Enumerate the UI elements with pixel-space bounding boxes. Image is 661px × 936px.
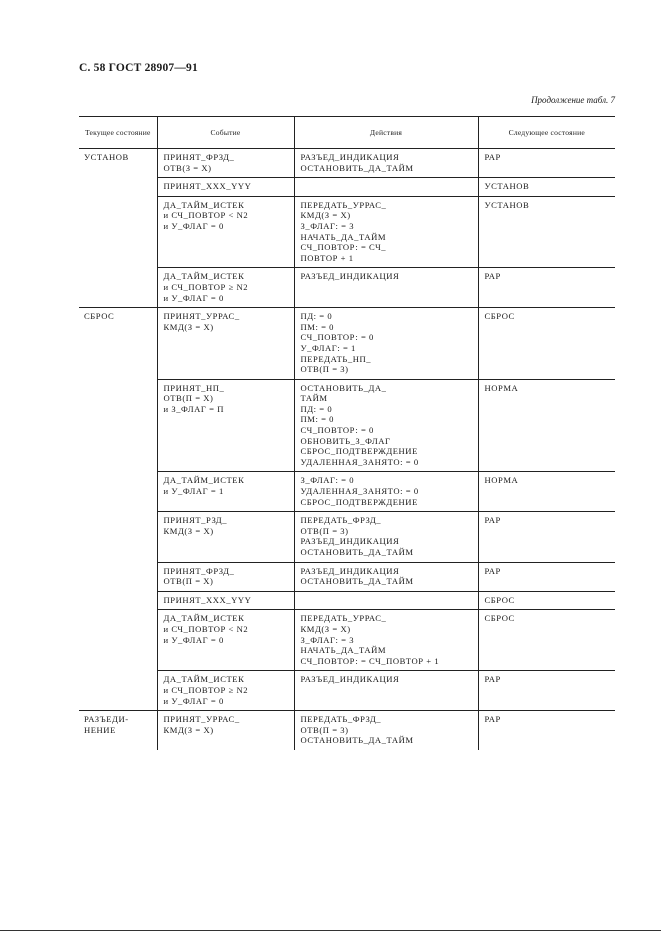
column-header-current-state: Текущее состояние: [79, 117, 157, 149]
table-row: [79, 379, 615, 472]
action-line: СЧ_ПОВТОР: = СЧ_ПОВТОР + 1: [300, 655, 440, 666]
event-cell: [157, 196, 294, 268]
action-line: ПМ: = 0: [300, 414, 335, 425]
event-line: и СЧ_ПОВТОР ≥ N2: [163, 684, 249, 695]
event-cell: [157, 472, 294, 512]
column-header-event: Событие: [157, 117, 294, 149]
action-line: РАЗЪЕД_ИНДИКАЦИЯ: [300, 565, 400, 576]
actions-cell: [294, 379, 478, 472]
action-line: ОТВ(П = 3): [300, 364, 349, 375]
state-transition-table: [79, 116, 615, 750]
current-state-cell: [79, 711, 157, 750]
event-cell: [157, 178, 294, 197]
action-line: РАЗЪЕД_ИНДИКАЦИЯ: [300, 271, 400, 282]
action-line: ОБНОВИТЬ_З_ФЛАГ: [300, 435, 391, 446]
event-line: ПРИНЯТ_ФРЗД_: [163, 152, 235, 162]
action-line: ПЕРЕДАТЬ_ФРЗД_: [300, 515, 382, 526]
event-cell: [157, 149, 294, 178]
actions-cell: [294, 149, 478, 178]
table-row: [79, 178, 615, 197]
event-line: и У_ФЛАГ = 1: [163, 486, 224, 497]
table-row: [79, 196, 615, 268]
event-cell: [157, 379, 294, 472]
action-line: З_ФЛАГ: = 0: [300, 475, 355, 486]
action-line: З_ФЛАГ: = 3: [300, 220, 355, 231]
current-state-text: НЕНИЕ: [84, 724, 116, 735]
next-state-cell: НОРМА: [478, 379, 615, 472]
event-cell: [157, 308, 294, 380]
next-state-cell: РАР: [478, 562, 615, 591]
action-line: ПЕРЕДАТЬ_УРРАС_: [300, 199, 387, 210]
next-state-cell: СБРОС: [478, 308, 615, 380]
actions-cell: [294, 610, 478, 671]
table-row: [79, 308, 615, 380]
actions-cell: [294, 472, 478, 512]
action-line: ОСТАНОВИТЬ_ДА_: [300, 382, 387, 393]
action-line: НАЧАТЬ_ДА_ТАЙМ: [300, 645, 387, 656]
actions-cell: [294, 512, 478, 562]
next-state-cell: РАР: [478, 512, 615, 562]
action-line: СЧ_ПОВТОР: = 0: [300, 332, 374, 343]
event-line: КМД(З = X): [163, 724, 214, 735]
actions-cell: [294, 308, 478, 380]
actions-cell: [294, 671, 478, 711]
actions-cell: [294, 562, 478, 591]
table-header: [79, 117, 615, 149]
event-cell: [157, 671, 294, 711]
action-line: ТАЙМ: [300, 393, 328, 404]
action-line: ОСТАНОВИТЬ_ДА_ТАЙМ: [300, 735, 414, 746]
column-header-actions: Действия: [294, 117, 478, 149]
actions-cell: [294, 711, 478, 750]
event-cell: [157, 610, 294, 671]
event-line: ПРИНЯТ_РЗД_: [163, 515, 228, 526]
action-line: ОТВ(П = 3): [300, 525, 349, 536]
event-line: ДА_ТАЙМ_ИСТЕК: [163, 475, 245, 486]
event-cell: [157, 268, 294, 308]
header-row: [79, 117, 615, 149]
action-line: ПЕРЕДАТЬ_НП_: [300, 353, 372, 364]
event-line: и У_ФЛАГ = 0: [163, 292, 224, 303]
next-state-cell: РАР: [478, 671, 615, 711]
event-line: КМД(З = X): [163, 525, 214, 536]
event-line: и У_ФЛАГ = 0: [163, 634, 224, 645]
next-state-cell: УСТАНОВ: [478, 196, 615, 268]
table-row: [79, 472, 615, 512]
page-bottom-rule: [0, 930, 661, 931]
page-header: С. 58 ГОСТ 28907—91: [79, 62, 198, 74]
next-state-cell: СБРОС: [478, 591, 615, 610]
table-row: [79, 268, 615, 308]
table-row: [79, 610, 615, 671]
table-row: [79, 562, 615, 591]
current-state-cell: [79, 308, 157, 711]
action-line: РАЗЪЕД_ИНДИКАЦИЯ: [300, 674, 400, 685]
action-line: СЧ_ПОВТОР: = СЧ_: [300, 242, 387, 253]
event-line: и У_ФЛАГ = 0: [163, 695, 224, 706]
table-row: [79, 671, 615, 711]
column-header-next-state: Следующее состояние: [478, 117, 615, 149]
event-line: ПРИНЯТ_ФРЗД_: [163, 565, 235, 576]
table-body: [79, 149, 615, 750]
current-state-text: УСТАНОВ: [84, 152, 129, 162]
action-line: З_ФЛАГ: = 3: [300, 634, 355, 645]
action-line: РАЗЪЕД_ИНДИКАЦИЯ: [300, 152, 400, 162]
action-line: ПОВТОР + 1: [300, 252, 354, 263]
table-continuation-label: Продолжение табл. 7: [531, 95, 615, 105]
event-cell: [157, 711, 294, 750]
action-line: НАЧАТЬ_ДА_ТАЙМ: [300, 231, 387, 242]
action-line: ОСТАНОВИТЬ_ДА_ТАЙМ: [300, 547, 414, 557]
table-row: [79, 711, 615, 750]
action-line: ПЕРЕДАТЬ_УРРАС_: [300, 613, 387, 624]
event-line: и З_ФЛАГ = П: [163, 403, 224, 414]
event-line: ДА_ТАЙМ_ИСТЕК: [163, 271, 245, 282]
event-line: и СЧ_ПОВТОР < N2: [163, 623, 249, 634]
event-line: ДА_ТАЙМ_ИСТЕК: [163, 613, 245, 624]
action-line: ПД: = 0: [300, 311, 333, 322]
event-line: и СЧ_ПОВТОР < N2: [163, 210, 249, 221]
action-line: УДАЛЕННАЯ_ЗАНЯТО: = 0: [300, 486, 419, 497]
actions-cell: [294, 268, 478, 308]
action-line: РАЗЪЕД_ИНДИКАЦИЯ: [300, 536, 400, 547]
event-line: и У_ФЛАГ = 0: [163, 220, 224, 231]
current-state-cell: [79, 149, 157, 308]
event-line: ПРИНЯТ_УРРАС_: [163, 311, 240, 322]
actions-cell: [294, 591, 478, 610]
actions-cell: [294, 196, 478, 268]
event-line: ДА_ТАЙМ_ИСТЕК: [163, 199, 245, 210]
action-line: ПЕРЕДАТЬ_ФРЗД_: [300, 714, 382, 725]
event-line: ПРИНЯТ_XXX_YYY: [163, 181, 252, 192]
action-line: ОСТАНОВИТЬ_ДА_ТАЙМ: [300, 576, 414, 587]
event-line: ПРИНЯТ_XXX_YYY: [163, 594, 252, 605]
action-line: ОТВ(П = 3): [300, 724, 349, 735]
event-line: ОТВ(П = X): [163, 393, 214, 404]
current-state-text: СБРОС: [84, 311, 115, 322]
action-line: КМД(З = X): [300, 210, 351, 221]
next-state-cell: РАР: [478, 268, 615, 308]
action-line: СЧ_ПОВТОР: = 0: [300, 425, 374, 436]
next-state-cell: РАР: [478, 711, 615, 750]
next-state-cell: РАР: [478, 149, 615, 178]
event-line: ОТВ(П = X): [163, 576, 214, 587]
next-state-cell: СБРОС: [478, 610, 615, 671]
next-state-cell: УСТАНОВ: [478, 178, 615, 197]
action-line: ОСТАНОВИТЬ_ДА_ТАЙМ: [300, 162, 414, 173]
action-line: СБРОС_ПОДТВЕРЖДЕНИЕ: [300, 446, 418, 457]
event-line: ПРИНЯТ_НП_: [163, 382, 225, 393]
actions-cell: [294, 178, 478, 197]
next-state-cell: НОРМА: [478, 472, 615, 512]
event-cell: [157, 591, 294, 610]
table-row: [79, 512, 615, 562]
table-row: [79, 591, 615, 610]
event-line: ОТВ(З = X): [163, 162, 212, 173]
event-cell: [157, 562, 294, 591]
action-line: УДАЛЕННАЯ_ЗАНЯТО: = 0: [300, 456, 419, 467]
action-line: КМД(З = X): [300, 623, 351, 634]
event-line: и СЧ_ПОВТОР ≥ N2: [163, 281, 249, 292]
action-line: У_ФЛАГ: = 1: [300, 342, 356, 353]
action-line: ПМ: = 0: [300, 321, 335, 332]
action-line: ПД: = 0: [300, 403, 333, 414]
table-row: [79, 149, 615, 178]
event-line: КМД(З = X): [163, 321, 214, 332]
current-state-text: РАЗЪЕДИ-: [84, 714, 129, 725]
action-line: СБРОС_ПОДТВЕРЖДЕНИЕ: [300, 496, 418, 507]
event-line: ПРИНЯТ_УРРАС_: [163, 714, 240, 725]
event-line: ДА_ТАЙМ_ИСТЕК: [163, 674, 245, 685]
event-cell: [157, 512, 294, 562]
